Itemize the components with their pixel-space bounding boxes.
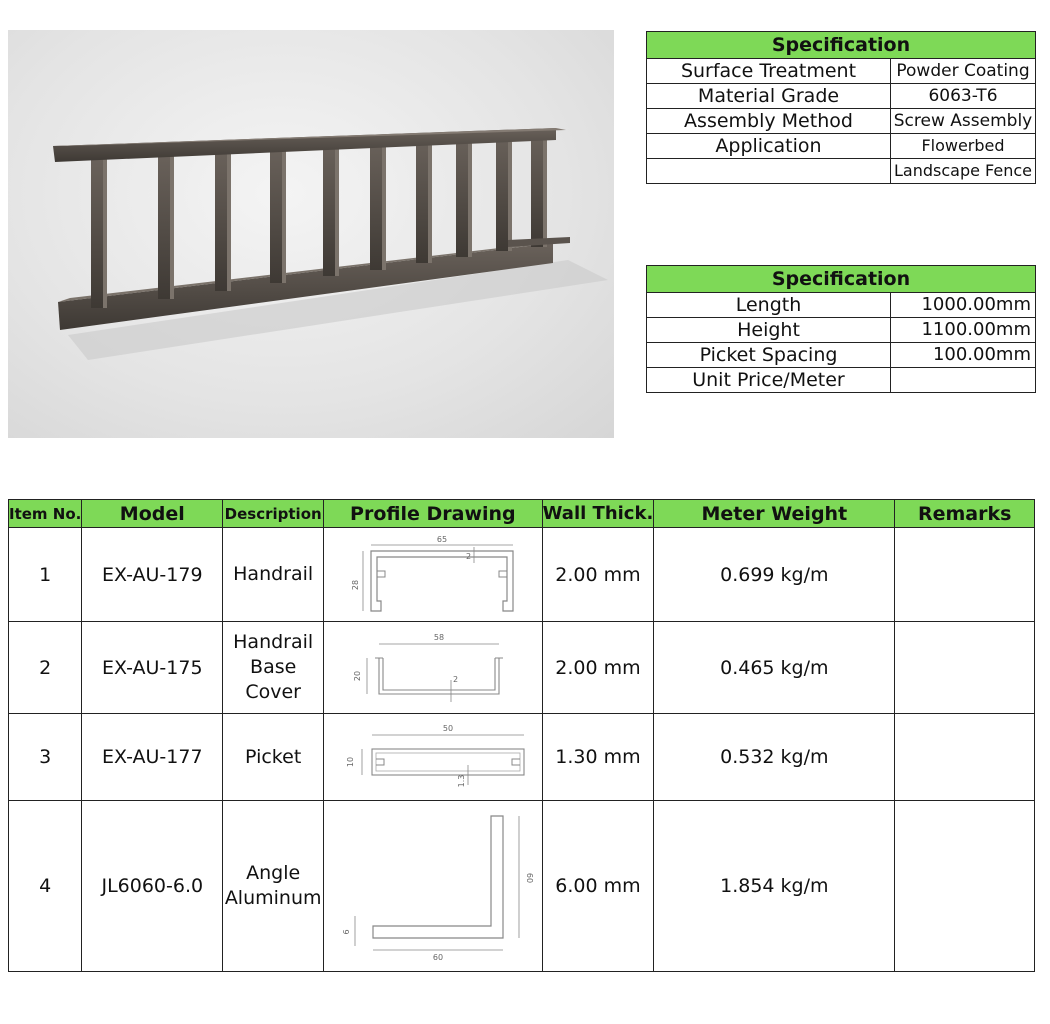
parts-table — [8, 499, 1035, 972]
profile-drawing — [324, 714, 542, 801]
description — [223, 714, 324, 801]
spec-row — [647, 368, 1036, 393]
spec-value: 6063-T6 — [891, 84, 1036, 109]
spec-value: 100.00mm — [891, 343, 1036, 368]
table-row — [9, 528, 1035, 622]
spec-label: Unit Price/Meter — [647, 368, 891, 393]
header-profile-drawing: Profile Drawing — [324, 500, 542, 528]
dim-width: 65 — [436, 534, 447, 544]
dim-width: 50 — [442, 724, 453, 733]
description-line: Base Cover — [245, 656, 301, 703]
table-row — [9, 714, 1035, 801]
header-meter-weight: Meter Weight — [654, 500, 895, 528]
spec-row — [647, 343, 1036, 368]
item-no: 2 — [9, 622, 82, 714]
description — [223, 801, 324, 972]
spec-row — [647, 159, 1036, 184]
profile-drawing — [324, 801, 542, 972]
spec-label: Length — [647, 293, 891, 318]
spec-row — [647, 59, 1036, 84]
remarks — [895, 528, 1035, 622]
item-no: 3 — [9, 714, 82, 801]
dim-width: 58 — [433, 632, 444, 642]
meter-weight: 0.699 kg/m — [654, 528, 895, 622]
spec-row — [647, 318, 1036, 343]
description-line: Aluminum — [224, 887, 322, 909]
dim-thickness: 2 — [465, 551, 471, 561]
profile-drawing — [324, 528, 542, 622]
spec-row — [647, 134, 1036, 159]
description-line: Handrail — [233, 631, 314, 653]
spec-row — [647, 293, 1036, 318]
dim-thickness: 1.3 — [456, 774, 466, 788]
meter-weight: 1.854 kg/m — [654, 801, 895, 972]
spec-value: Flowerbed — [891, 134, 1036, 159]
spec-title: Specification — [647, 32, 1036, 59]
fence-panel-illustration — [8, 30, 614, 438]
spec-label: Surface Treatment — [647, 59, 891, 84]
dim-thickness: 6 — [341, 929, 351, 935]
wall-thickness: 1.30 mm — [542, 714, 654, 801]
dim-height: 60 — [524, 872, 534, 884]
remarks — [895, 714, 1035, 801]
dim-width: 60 — [432, 953, 443, 962]
spec-value: 1100.00mm — [891, 318, 1036, 343]
model: EX-AU-177 — [82, 714, 223, 801]
meter-weight: 0.465 kg/m — [654, 622, 895, 714]
meter-weight: 0.532 kg/m — [654, 714, 895, 801]
spec-value: Powder Coating — [891, 59, 1036, 84]
description-line: Picket — [245, 745, 302, 768]
spec-label: Material Grade — [647, 84, 891, 109]
wall-thickness: 2.00 mm — [542, 528, 654, 622]
dim-height: 28 — [350, 579, 360, 590]
spec-value: 1000.00mm — [891, 293, 1036, 318]
spec-value — [891, 368, 1036, 393]
item-no: 4 — [9, 801, 82, 972]
description — [223, 622, 324, 714]
spec-label: Assembly Method — [647, 109, 891, 134]
description-line: Handrail — [233, 563, 314, 585]
spec-row — [647, 109, 1036, 134]
table-row — [9, 622, 1035, 714]
parts-table-header — [9, 500, 1035, 528]
model: JL6060-6.0 — [82, 801, 223, 972]
remarks — [895, 622, 1035, 714]
spec-row — [647, 84, 1036, 109]
description — [223, 528, 324, 622]
description-line: Angle — [246, 862, 301, 884]
picket-profile-drawing — [338, 719, 528, 795]
handrail-profile-drawing — [343, 533, 523, 617]
spec-title: Specification — [647, 266, 1036, 293]
header-model: Model — [82, 500, 223, 528]
dim-height: 20 — [352, 670, 362, 681]
table-row — [9, 801, 1035, 972]
spec-label: Picket Spacing — [647, 343, 891, 368]
spec-value: Screw Assembly — [891, 109, 1036, 134]
wall-thickness: 2.00 mm — [542, 622, 654, 714]
dim-height: 10 — [345, 756, 355, 768]
angle-profile-drawing — [333, 806, 533, 966]
spec-value: Landscape Fence — [891, 159, 1036, 184]
header-item-no: Item No. — [9, 500, 82, 528]
header-remarks: Remarks — [895, 500, 1035, 528]
product-image — [8, 30, 614, 438]
dim-thickness: 2 — [452, 674, 458, 684]
spec-label: Application — [647, 134, 891, 159]
header-description: Description — [223, 500, 324, 528]
profile-drawing — [324, 622, 542, 714]
model: EX-AU-179 — [82, 528, 223, 622]
remarks — [895, 801, 1035, 972]
specification-table-dimensions — [646, 265, 1036, 393]
base-cover-profile-drawing — [343, 628, 523, 708]
wall-thickness: 6.00 mm — [542, 801, 654, 972]
item-no: 1 — [9, 528, 82, 622]
specification-table-general — [646, 31, 1036, 184]
model: EX-AU-175 — [82, 622, 223, 714]
spec-label — [647, 159, 891, 184]
spec-label: Height — [647, 318, 891, 343]
header-wall-thick: Wall Thick. — [542, 500, 654, 528]
